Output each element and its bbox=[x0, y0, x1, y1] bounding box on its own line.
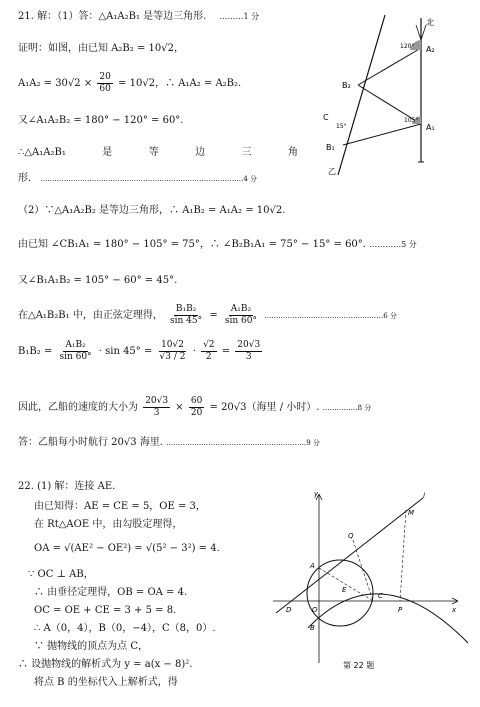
text-span: · bbox=[192, 346, 196, 357]
fraction bbox=[57, 340, 93, 363]
angle-label: 120° bbox=[400, 43, 415, 50]
tangent-line-l bbox=[276, 498, 423, 613]
q22-line-2: 由已知得：AE = CE = 5，OE = 3， bbox=[34, 501, 206, 512]
q21-answer-line bbox=[18, 10, 259, 24]
point-label: A₁ bbox=[426, 123, 435, 132]
q22-line-11: 将点 B 的坐标代入上解析式，得 bbox=[34, 677, 178, 688]
numerator: B₁B₂ bbox=[175, 304, 197, 314]
denominator: sin 60° bbox=[224, 316, 257, 326]
point-label: B₂ bbox=[342, 81, 351, 90]
text-span: 角 bbox=[287, 147, 298, 158]
fraction bbox=[223, 304, 259, 327]
score-mark: ……………………………………………6 分 bbox=[264, 312, 397, 320]
point-label: B₁ bbox=[326, 143, 335, 152]
q21-answer-text: 21. 解：（1）答：△A₁A₂B₁ 是等边三角形. bbox=[18, 11, 207, 22]
text-span: = bbox=[209, 310, 218, 321]
numerator: 20√3 bbox=[237, 340, 261, 350]
expr-text: A₁A₂ = 30√2 × bbox=[18, 78, 93, 89]
score-mark: ……………………………………………………………………………4 分 bbox=[40, 175, 258, 183]
part2-line-1: （2）∵△A₁A₂B₂ 是等边三角形，∴ A₁B₂ = A₁A₂ = 10√2. bbox=[18, 205, 286, 216]
point-label: E bbox=[342, 586, 347, 594]
text-span: = bbox=[221, 346, 231, 357]
q22-line-8: ∴ A（0，4），B（0，−4），C（8，0）. bbox=[34, 623, 216, 634]
text-span: 形. bbox=[18, 173, 32, 184]
q22-line-9: ∵ 抛物线的顶点为点 C， bbox=[34, 641, 149, 652]
part2-line-3: 又∠B₁A₁B₂ = 105° − 60° = 45°. bbox=[18, 275, 178, 286]
numerator: √2 bbox=[203, 340, 215, 350]
denominator: 2 bbox=[205, 352, 212, 362]
point-label: B bbox=[310, 624, 315, 632]
q22-line-1: 22. (1) 解：连接 AE. bbox=[18, 481, 116, 492]
proof-line-5 bbox=[18, 172, 257, 186]
point-label: A bbox=[310, 562, 315, 570]
text-span: 等 bbox=[148, 147, 159, 158]
q22-line-4: OA = √(AE² − OE²) = √(5² − 3²) = 4. bbox=[34, 543, 220, 554]
q22-line-7: OC = OE + CE = 3 + 5 = 8. bbox=[34, 605, 177, 616]
text-span: × bbox=[175, 402, 184, 413]
point-label: Q bbox=[348, 532, 354, 540]
ship-diagram bbox=[318, 10, 448, 180]
fraction bbox=[201, 340, 216, 363]
denominator: 3 bbox=[245, 352, 252, 362]
denominator: 20 bbox=[190, 408, 203, 418]
fraction bbox=[158, 340, 188, 363]
dashed-line bbox=[400, 510, 406, 601]
score-mark: …………5 分 bbox=[369, 240, 417, 249]
denominator: sin 45° bbox=[170, 316, 203, 326]
direction-label: 乙 bbox=[328, 167, 336, 176]
proof-line-4 bbox=[18, 146, 298, 160]
dashed-line bbox=[353, 540, 373, 601]
part2-line-4 bbox=[18, 304, 397, 327]
point-label: M bbox=[408, 509, 415, 517]
point-label: C bbox=[323, 113, 329, 122]
q22-line-10: ∴ 设抛物线的解析式为 y = a(x − 8)². bbox=[18, 659, 193, 670]
text-span: B₁B₂ = bbox=[18, 346, 53, 357]
text-span: ∴△A₁A₂B₁ bbox=[18, 147, 66, 158]
score-mark: ……………………………………………………9 分 bbox=[166, 439, 320, 447]
line-label: l bbox=[423, 492, 425, 500]
coordinate-diagram bbox=[268, 488, 468, 670]
denominator: 60 bbox=[99, 84, 111, 94]
numerator: 10√2 bbox=[161, 340, 184, 350]
part2-line-2 bbox=[18, 238, 417, 252]
score-mark: ………1 分 bbox=[219, 12, 260, 21]
point-label: O bbox=[312, 606, 318, 614]
part2-line-5 bbox=[18, 340, 264, 363]
score-mark: ……………8 分 bbox=[322, 404, 372, 412]
angle-label: 105° bbox=[404, 117, 419, 124]
angle-label: 15° bbox=[336, 123, 347, 130]
proof-line-2 bbox=[18, 72, 241, 95]
expr-text: = 10√2，∴ A₁A₂ = A₂B₂. bbox=[118, 78, 242, 89]
text-span: · sin 45° = bbox=[98, 346, 153, 357]
part2-line-7 bbox=[18, 436, 320, 450]
q22-line-3: 在 Rt△AOE 中，由勾股定理得， bbox=[34, 519, 183, 530]
text-span: 边 bbox=[195, 147, 206, 158]
ship-b-path bbox=[338, 15, 385, 175]
proof-line-3: 又∠A₁A₂B₂ = 180° − 120° = 60°. bbox=[18, 115, 184, 126]
denominator: sin 60° bbox=[59, 352, 92, 362]
q22-line-5: ∵ OC ⊥ AB， bbox=[28, 569, 94, 580]
point-label: C bbox=[378, 592, 383, 600]
text-span: 是 bbox=[102, 147, 113, 158]
numerator: A₁B₂ bbox=[65, 340, 86, 350]
point-label: A₂ bbox=[426, 45, 435, 54]
fraction bbox=[97, 72, 112, 95]
numerator: 20√3 bbox=[145, 396, 169, 406]
segment-b1-a1 bbox=[343, 124, 421, 145]
fraction bbox=[168, 304, 204, 327]
point-label: P bbox=[398, 606, 403, 614]
fraction bbox=[143, 396, 170, 419]
part2-line-6 bbox=[18, 396, 371, 419]
text-span: 答：乙船每小时航行 20√3 海里. bbox=[18, 437, 163, 448]
proof-line-1: 证明：如图，由已知 A₂B₂ = 10√2， bbox=[18, 43, 184, 54]
denominator: √3 / 2 bbox=[159, 352, 186, 362]
axis-label: x bbox=[452, 606, 457, 614]
figure-caption: 第 22 题 bbox=[343, 661, 375, 670]
north-label: 北 bbox=[426, 18, 434, 27]
text-span: 在△A₁B₂B₁ 中，由正弦定理得， bbox=[18, 310, 163, 321]
point-label: D bbox=[286, 606, 292, 614]
segment-b2-a2 bbox=[358, 48, 421, 85]
fraction bbox=[235, 340, 262, 363]
text-span: = 20√3（海里 / 小时）. bbox=[209, 402, 320, 413]
fraction bbox=[189, 396, 204, 419]
denominator: 3 bbox=[153, 408, 160, 418]
text-span: 因此，乙船的速度的大小为 bbox=[18, 402, 138, 413]
text-span: 由已知 ∠CB₁A₁ = 180° − 105° = 75°，∴ ∠B₂B₁A₁ = 75° − 15° = 60°. bbox=[18, 239, 366, 250]
numerator: A₁B₂ bbox=[230, 304, 252, 314]
numerator: 20 bbox=[99, 72, 111, 82]
axis-label: y bbox=[314, 490, 319, 498]
text-span: 三 bbox=[241, 147, 252, 158]
numerator: 60 bbox=[190, 396, 203, 406]
q22-line-6: ∴ 由垂径定理得，OB = OA = 4. bbox=[34, 587, 188, 598]
